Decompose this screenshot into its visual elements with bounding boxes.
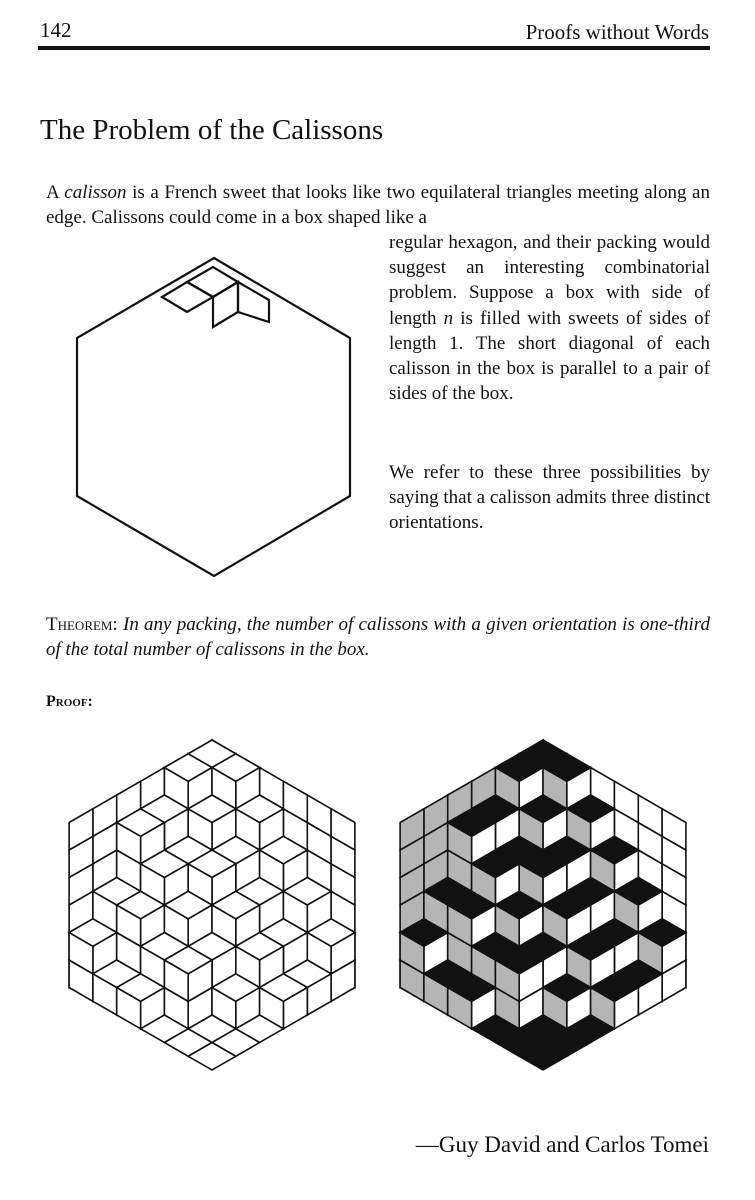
page-title: The Problem of the Calissons (40, 114, 384, 146)
packing-figure-right (400, 740, 686, 1070)
variable-n: n (443, 307, 454, 329)
page-number: 142 (40, 18, 72, 42)
calisson-term: calisson (64, 182, 127, 203)
orientation-paragraph: We refer to these three possibilities by saying that a calisson admits three distinct orientations. (389, 462, 710, 534)
calisson-flat (162, 282, 213, 312)
intro-continued: regular hexagon, and their packing would suggest an interesting combinatorial problem. Suppose a box with side of length n is filled with sweets of sides of length 1. The short diagonal of each calisson in the box is parallel to a pair of sides of the box. (389, 232, 710, 405)
theorem-label: Theorem: (46, 614, 118, 635)
calisson-left (213, 282, 238, 327)
running-head: Proofs without Words (525, 20, 709, 44)
calisson-flat (187, 267, 238, 297)
packing-figure-left (69, 740, 355, 1070)
calisson-box-figure (77, 258, 350, 576)
attribution: —Guy David and Carlos Tomei (415, 1132, 709, 1157)
intro-paragraph: A calisson is a French sweet that looks like two equilateral triangles meeting along an edge. Calissons could come in a box shaped like a (46, 182, 710, 229)
proof-label: Proof: (46, 693, 93, 710)
theorem-statement: In any packing, the number of calissons with a given orientation is one-third of the total number of calissons in the box. (46, 614, 710, 661)
